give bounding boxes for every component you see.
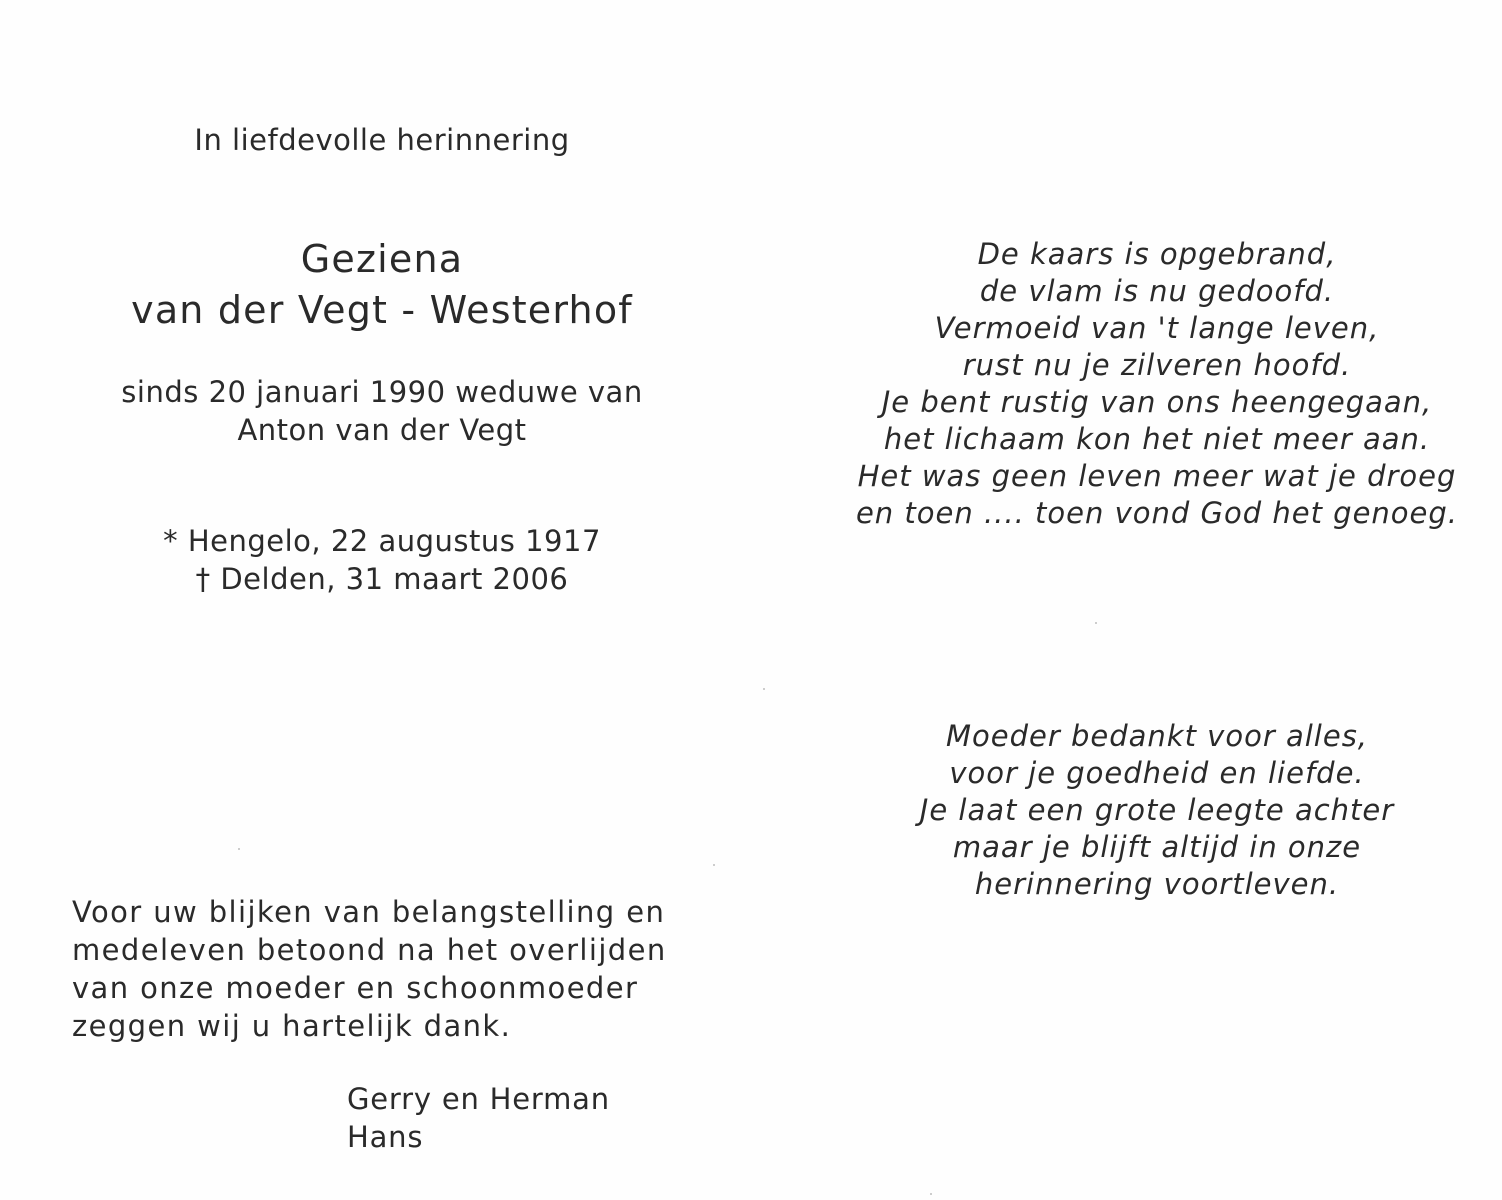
- scan-speck: [238, 848, 240, 850]
- signers: [347, 1080, 727, 1156]
- poem-line: herinnering voortleven.: [974, 867, 1340, 901]
- poem-line: Je bent rustig van ons heengegaan,: [881, 385, 1433, 419]
- birth-date: * Hengelo, 22 augustus 1917: [163, 524, 601, 558]
- thanks-line: Voor uw blijken van belangstelling en: [72, 895, 666, 929]
- scan-speck: [930, 1193, 932, 1195]
- poem-line: voor je goedheid en liefde.: [949, 756, 1365, 790]
- poem-line: Vermoeid van 't lange leven,: [934, 311, 1380, 345]
- deceased-first-name: Geziena: [300, 237, 464, 281]
- poem-line: de vlam is nu gedoofd.: [979, 274, 1335, 308]
- poem-line: Het was geen leven meer wat je droeg: [857, 459, 1457, 493]
- poem-line: Je laat een grote leegte achter: [919, 793, 1395, 827]
- thanks-message: [72, 893, 712, 1045]
- widow-statement: [0, 373, 764, 449]
- poem-line: Moeder bedankt voor alles,: [945, 719, 1369, 753]
- poem-mother: [842, 718, 1472, 903]
- thanks-line: zeggen wij u hartelijk dank.: [72, 1009, 512, 1043]
- thanks-line: medeleven betoond na het overlijden: [72, 933, 667, 967]
- thanks-line: van onze moeder en schoonmoeder: [72, 971, 639, 1005]
- widow-line: Anton van der Vegt: [237, 413, 527, 447]
- signer-line: Hans: [347, 1120, 424, 1154]
- life-dates: [0, 522, 764, 598]
- poem-line: rust nu je zilveren hoofd.: [962, 348, 1352, 382]
- poem-candle: [842, 236, 1472, 532]
- poem-line: De kaars is opgebrand,: [977, 237, 1337, 271]
- memorial-heading: In liefdevolle herinnering: [194, 123, 570, 157]
- poem-line: maar je blijft altijd in onze: [952, 830, 1362, 864]
- widow-line: sinds 20 januari 1990 weduwe van: [121, 375, 643, 409]
- poem-line: en toen .... toen vond God het genoeg.: [855, 496, 1459, 530]
- scan-speck: [713, 864, 715, 866]
- right-page: [760, 0, 1502, 1200]
- deceased-full-name: van der Vegt - Westerhof: [131, 288, 633, 332]
- scan-speck: [1095, 622, 1097, 624]
- scan-speck: [763, 688, 765, 690]
- poem-line: het lichaam kon het niet meer aan.: [883, 422, 1431, 456]
- death-date: † Delden, 31 maart 2006: [195, 562, 569, 596]
- signer-line: Gerry en Herman: [347, 1082, 610, 1116]
